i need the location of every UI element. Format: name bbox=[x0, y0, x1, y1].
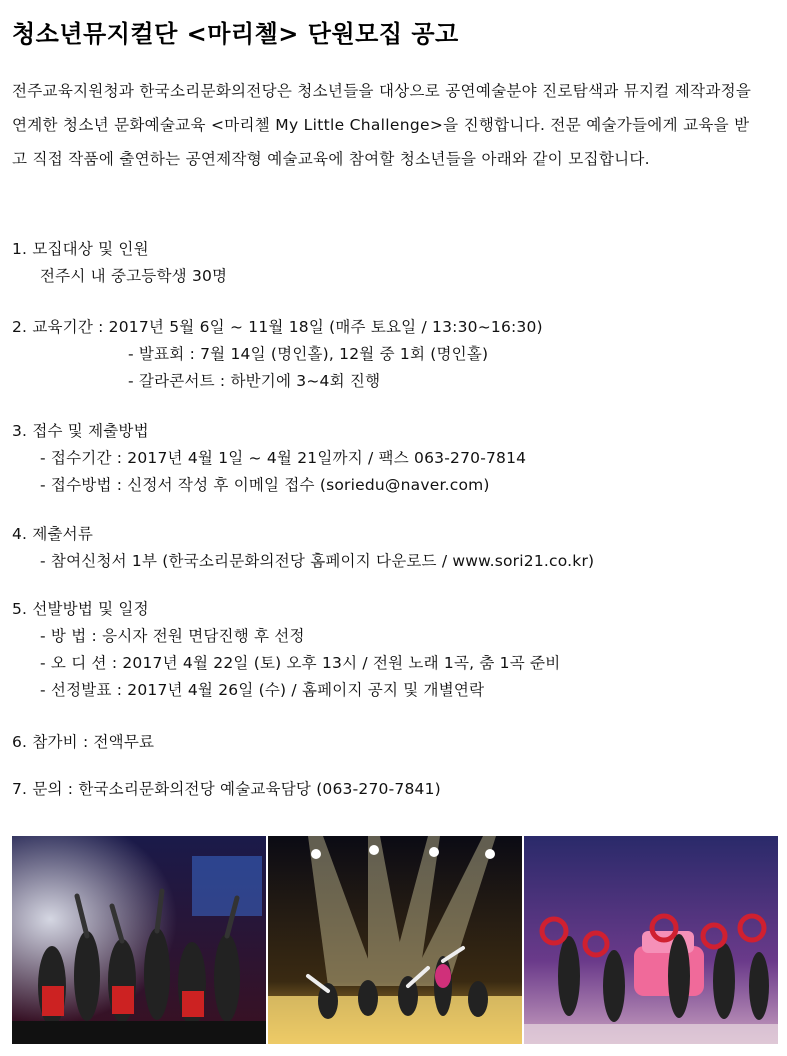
section-detail: - 발표회 : 7월 14일 (명인홀), 12월 중 1회 (명인홀) bbox=[128, 345, 489, 363]
section-detail: - 접수기간 : 2017년 4월 1일 ~ 4월 21일까지 / 팩스 063-270-7814 bbox=[40, 449, 527, 467]
intro-paragraph: 전주교육지원청과 한국소리문화의전당은 청소년들을 대상으로 공연예술분야 진로탐색과 뮤지컬 제작과정을 연계한 청소년 문화예술교육 <마리첼 My Little Challenge>을 진행합니다. 전문 예술가들에게 교육을 받고 직접 작품에 출연하는 공연제작형 예술교육에 참여할 청소년들을 아래와 같이 모집합니다. bbox=[12, 82, 752, 168]
section-documents bbox=[12, 521, 594, 575]
section-education-period bbox=[12, 314, 543, 395]
section-application-method bbox=[12, 418, 526, 499]
section-heading: 1. 모집대상 및 인원 bbox=[12, 240, 149, 258]
performance-photo-2 bbox=[268, 836, 522, 1044]
section-detail: - 선정발표 : 2017년 4월 26일 (수) / 홈페이지 공지 및 개별연락 bbox=[40, 681, 485, 699]
section-heading: 4. 제출서류 bbox=[12, 525, 94, 543]
section-selection bbox=[12, 596, 560, 704]
section-heading: 5. 선발방법 및 일정 bbox=[12, 600, 149, 618]
photo-strip bbox=[12, 836, 778, 1044]
section-heading: 3. 접수 및 제출방법 bbox=[12, 422, 149, 440]
performance-photo-1 bbox=[12, 836, 266, 1044]
page-title: 청소년뮤지컬단 <마리첼> 단원모집 공고 bbox=[12, 20, 459, 48]
section-detail: 전주시 내 중고등학생 30명 bbox=[40, 267, 228, 285]
section-inquiry bbox=[12, 776, 441, 803]
performance-photo-3 bbox=[524, 836, 778, 1044]
section-detail: - 방 법 : 응시자 전원 면담진행 후 선정 bbox=[40, 627, 305, 645]
section-heading: 6. 참가비 : 전액무료 bbox=[12, 733, 155, 751]
section-detail: - 갈라콘서트 : 하반기에 3~4회 진행 bbox=[128, 372, 381, 390]
section-heading: 7. 문의 : 한국소리문화의전당 예술교육담당 (063-270-7841) bbox=[12, 780, 441, 798]
section-detail: - 접수방법 : 신정서 작성 후 이메일 접수 (soriedu@naver.com) bbox=[40, 476, 490, 494]
section-detail: - 오 디 션 : 2017년 4월 22일 (토) 오후 13시 / 전원 노래 1곡, 춤 1곡 준비 bbox=[40, 654, 561, 672]
section-detail: - 참여신청서 1부 (한국소리문화의전당 홈페이지 다운로드 / www.sori21.co.kr) bbox=[40, 552, 595, 570]
section-fee bbox=[12, 729, 154, 756]
section-heading: 2. 교육기간 : 2017년 5월 6일 ~ 11월 18일 (매주 토요일 / 13:30~16:30) bbox=[12, 318, 543, 336]
section-recruit-target bbox=[12, 236, 227, 290]
